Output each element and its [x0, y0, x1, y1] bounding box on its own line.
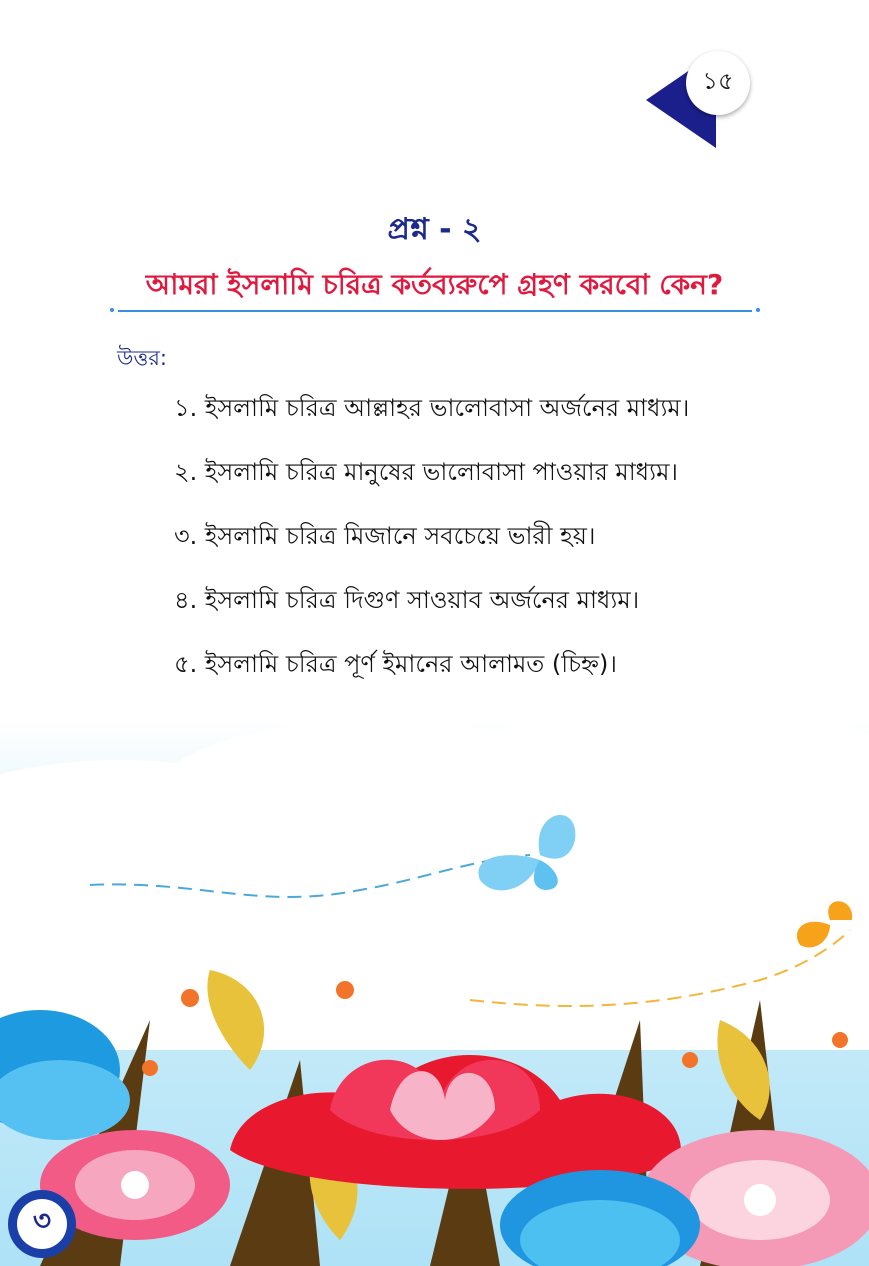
footer-number: ৩ — [32, 1203, 52, 1237]
answer-label: উত্তর: — [117, 346, 168, 370]
question-heading: প্রশ্ন - ২ — [387, 212, 482, 247]
page-number-badge — [640, 48, 760, 152]
answer-item: ২. ইসলামি চরিত্র মানুষের ভালোবাসা পাওয়ার মাধ্যম। — [174, 458, 679, 486]
answer-item: ১. ইসলামি চরিত্র আল্লাহর ভালোবাসা অর্জনের মাধ্যম। — [174, 394, 690, 422]
answer-item: ৫. ইসলামি চরিত্র পূর্ণ ইমানের আলামত (চিহ্ন)। — [174, 650, 617, 678]
flower-garden-illustration — [0, 680, 869, 1266]
question-title: আমরা ইসলামি চরিত্র কর্তব্যরুপে গ্রহণ করবো কেন? — [145, 268, 724, 301]
answer-item: ৪. ইসলামি চরিত্র দিগুণ সাওয়াব অর্জনের মাধ্যম। — [174, 586, 640, 614]
divider — [118, 310, 752, 312]
answer-list — [174, 390, 689, 710]
footer-badge — [4, 1188, 82, 1260]
answer-item: ৩. ইসলামি চরিত্র মিজানে সবচেয়ে ভারী হয়। — [174, 522, 596, 550]
page-number: ১৫ — [686, 51, 750, 115]
